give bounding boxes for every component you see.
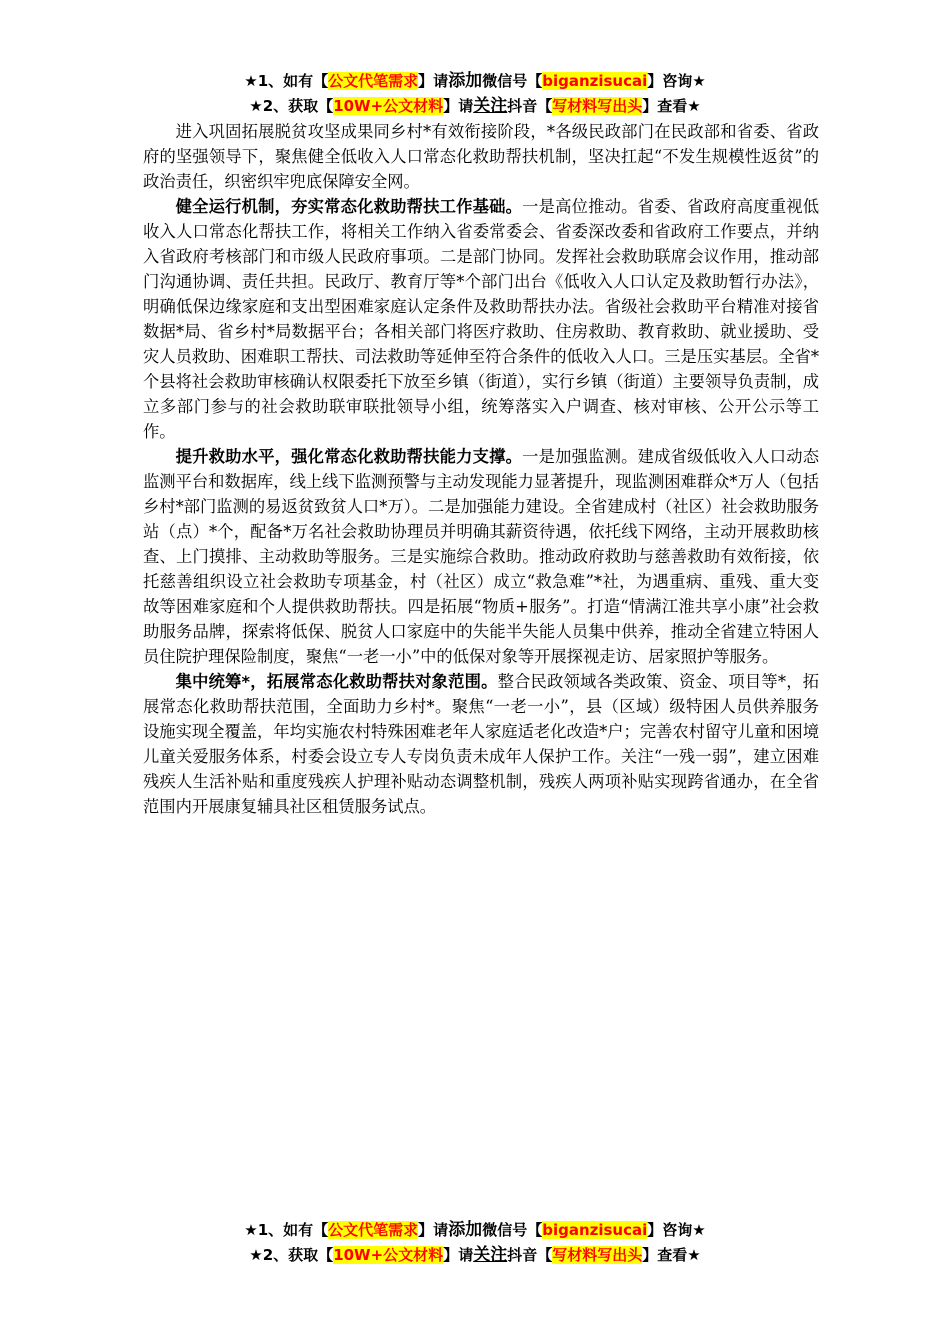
- emphasis-text: 关注: [473, 1245, 508, 1265]
- banner-text: 】查看★: [642, 97, 701, 115]
- paragraph-section-2: [143, 444, 819, 669]
- banner-text: 】请: [443, 97, 474, 115]
- emphasis-text: 添加: [448, 1220, 483, 1240]
- highlight-text: 公文代笔需求: [328, 72, 419, 90]
- highlight-text: 10W+公文材料: [333, 1246, 444, 1264]
- paragraph-text: 一是高位推动。省委、省政府高度重视低收入人口常态化帮扶工作，将相关工作纳入省委常委会、省委深改委和省政府工作要点，并纳入省政府考核部门和市级人民政府事项。二是部门协同。发挥社会救助联席会议作用，推动部门沟通协调、责任共担。民政厅、教育厅等*个部门出台《低收入人口认定及救助暂行办法》，明确低保边缘家庭和支出型困难家庭认定条件及救助帮扶办法。省级社会救助平台精准对接省数据*局、省乡村*局数据平台；各相关部门将医疗救助、住房救助、教育救助、就业援助、受灾人员救助、困难职工帮扶、司法救助等延伸至符合条件的低收入人口。三是压实基层。全省*个县将社会救助审核确认权限委托下放至乡镇（街道），实行乡镇（街道）主要领导负责制，成立多部门参与的社会救助联审联批领导小组，统筹落实入户调查、核对审核、公开公示等工作。: [143, 197, 819, 441]
- document-body: [143, 119, 819, 819]
- paragraph-intro: [143, 119, 819, 194]
- paragraph-text: 整合民政领域各类政策、资金、项目等*，拓展常态化救助帮扶范围，全面助力乡村*。聚焦“一老一小”，县（区域）级特困人员供养服务设施实现全覆盖，年均实施农村特殊困难老年人家庭适老化改造*户；完善农村留守儿童和困境儿童关爱服务体系，村委会设立专人专岗负责未成年人保护工作。关注“一残一弱”，建立困难残疾人生活补贴和重度残疾人护理补贴动态调整机制，残疾人两项补贴实现跨省通办，在全省范围内开展康复辅具社区租赁服务试点。: [143, 672, 819, 816]
- douyin-id-highlight: 写材料写出头: [552, 1246, 643, 1264]
- banner-text: ★1、如有【: [244, 1221, 329, 1239]
- banner-text: 抖音【: [507, 1246, 553, 1264]
- paragraph-section-1: [143, 194, 819, 444]
- banner-text: ★1、如有【: [244, 72, 329, 90]
- section-heading: 集中统筹*，拓展常态化救助帮扶对象范围。: [175, 672, 498, 691]
- banner-text: 】请: [443, 1246, 474, 1264]
- highlight-text: 公文代笔需求: [328, 1221, 419, 1239]
- paragraph-section-3: [143, 669, 819, 819]
- top-banner-line-1: [0, 69, 950, 94]
- banner-text: 】咨询★: [647, 1221, 706, 1239]
- wechat-id-highlight: biganzisucai: [542, 72, 648, 90]
- wechat-id-highlight: biganzisucai: [542, 1221, 648, 1239]
- banner-text: ★2、获取【: [249, 1246, 334, 1264]
- banner-text: 微信号【: [482, 1221, 543, 1239]
- douyin-id-highlight: 写材料写出头: [552, 97, 643, 115]
- emphasis-text: 添加: [448, 71, 483, 91]
- banner-text: 抖音【: [507, 97, 553, 115]
- section-heading: 提升救助水平，强化常态化救助帮扶能力支撑。: [175, 447, 523, 466]
- bottom-banner-line-2: [0, 1243, 950, 1268]
- banner-text: ★2、获取【: [249, 97, 334, 115]
- banner-text: 】请: [418, 1221, 449, 1239]
- bottom-banner-line-1: [0, 1218, 950, 1243]
- emphasis-text: 关注: [473, 96, 508, 116]
- paragraph-text: 进入巩固拓展脱贫攻坚成果同乡村*有效衔接阶段，*各级民政部门在民政部和省委、省政府的坚强领导下，聚焦健全低收入人口常态化救助帮扶机制，坚决扛起“不发生规模性返贫”的政治责任，织密织牢兜底保障安全网。: [143, 122, 819, 191]
- banner-text: 】请: [418, 72, 449, 90]
- banner-text: 微信号【: [482, 72, 543, 90]
- section-heading: 健全运行机制，夯实常态化救助帮扶工作基础。: [175, 197, 523, 216]
- paragraph-text: 一是加强监测。建成省级低收入人口动态监测平台和数据库，线上线下监测预警与主动发现能力显著提升，现监测困难群众*万人（包括乡村*部门监测的易返贫致贫人口*万）。二是加强能力建设。全省建成村（社区）社会救助服务站（点）*个，配备*万名社会救助协理员并明确其薪资待遇，依托线下网络，主动开展救助核查、上门摸排、主动救助等服务。三是实施综合救助。推动政府救助与慈善救助有效衔接，依托慈善组织设立社会救助专项基金，村（社区）成立“救急难”*社，为遇重病、重残、重大变故等困难家庭和个人提供救助帮扶。四是拓展“物质+服务”。打造“情满江淮共享小康”社会救助服务品牌，探索将低保、脱贫人口家庭中的失能半失能人员集中供养，推动全省建立特困人员住院护理保险制度，聚焦“一老一小”中的低保对象等开展探视走访、居家照护等服务。: [143, 447, 819, 666]
- highlight-text: 10W+公文材料: [333, 97, 444, 115]
- top-banner-line-2: [0, 94, 950, 119]
- banner-text: 】咨询★: [647, 72, 706, 90]
- banner-text: 】查看★: [642, 1246, 701, 1264]
